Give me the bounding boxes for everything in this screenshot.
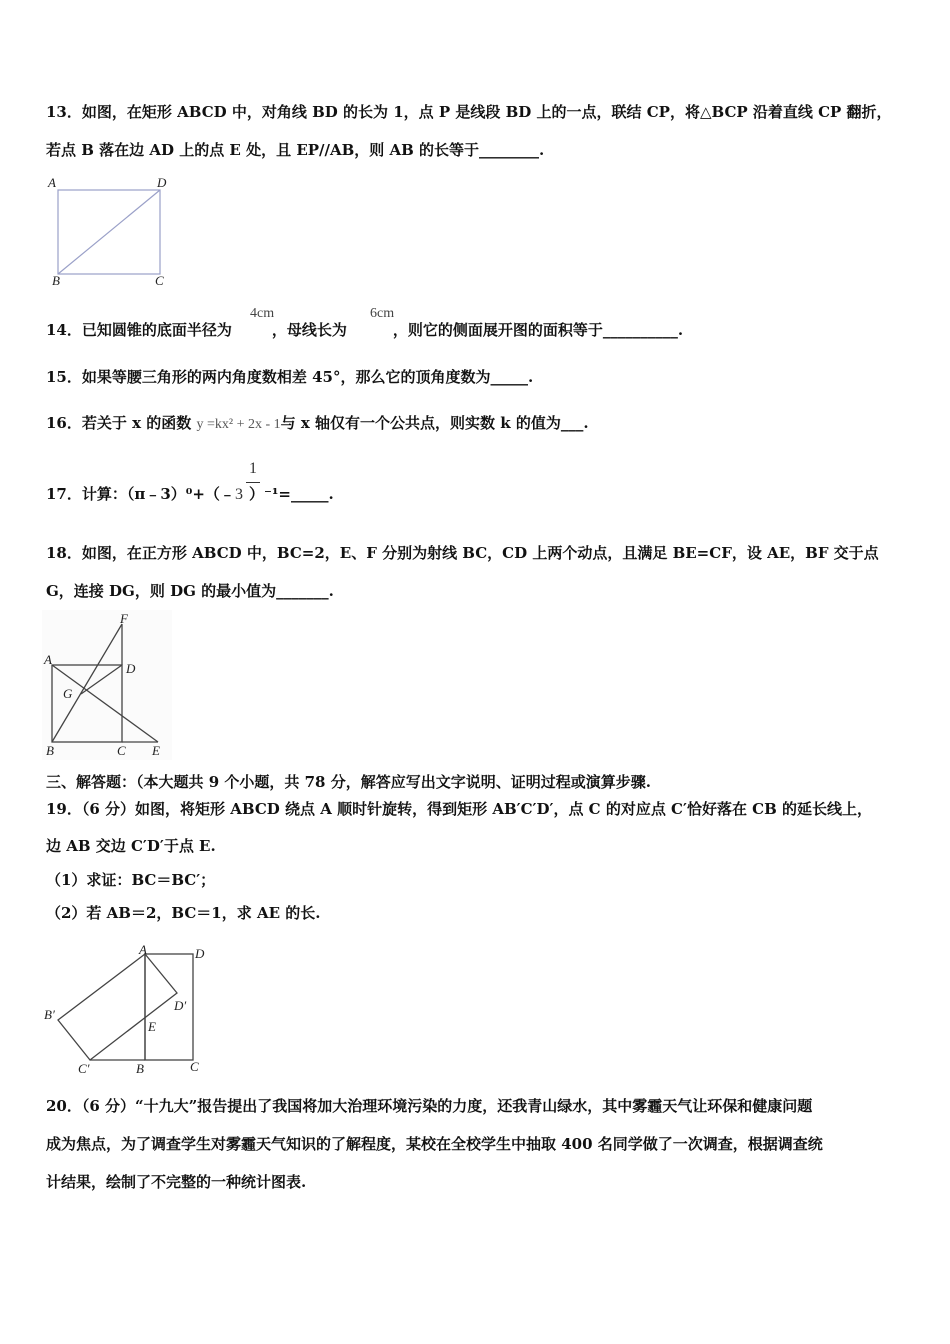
label-E: E xyxy=(148,1019,156,1034)
q14-radius: 4cm xyxy=(250,306,275,321)
q16-text xyxy=(46,413,589,435)
label-D: D xyxy=(157,175,167,190)
q14-prefix: 14．已知圆锥的底面半径为 xyxy=(46,321,232,339)
q18-square-figure xyxy=(42,610,172,760)
label-D: D xyxy=(195,946,205,961)
label-C1: C′ xyxy=(78,1061,90,1076)
q17-denominator: 3 xyxy=(234,486,243,503)
q20-text-line1: 20．（6 分）“十九大”报告提出了我国将加大治理环境污染的力度，还我青山绿水，其中雾霾天气让环保和健康问题 xyxy=(46,1097,813,1115)
q16-prefix: 16．若关于 x 的函数 xyxy=(46,414,192,432)
q17-prefix: 17．计算：（π﹣3）⁰+（﹣ xyxy=(46,485,235,503)
label-C: C xyxy=(190,1059,199,1074)
label-C: C xyxy=(155,273,164,288)
q14-slant: 6cm xyxy=(370,306,395,321)
label-G: G xyxy=(63,686,73,701)
label-B1: B′ xyxy=(44,1007,55,1022)
rect-ab1c1d1 xyxy=(58,954,177,1060)
q13-rectangle-figure xyxy=(44,174,174,290)
label-F: F xyxy=(120,611,128,626)
q17-numerator: 1 xyxy=(249,460,257,477)
q18-text-line2: G，连接 DG，则 DG 的最小值为_______. xyxy=(46,582,334,600)
q14-suffix: ，则它的侧面展开图的面积等于__________. xyxy=(392,321,684,339)
label-E: E xyxy=(152,743,160,758)
q16-function: y =kx² + 2x - 1 xyxy=(196,417,281,432)
q19-rotation-figure xyxy=(42,940,222,1080)
label-C: C xyxy=(117,743,126,758)
q13-text-line2: 若点 B 落在边 AD 上的点 E 处，且 EP//AB，则 AB 的长等于________. xyxy=(46,141,545,159)
label-D: D xyxy=(126,661,136,676)
q14-text xyxy=(46,320,683,340)
q20-text-line3: 计结果，绘制了不完整的一种统计图表. xyxy=(46,1173,307,1191)
q20-text-line2: 成为焦点，为了调查学生对雾霾天气知识的了解程度，某校在全校学生中抽取 400 名同学做了一次调查，根据调查统 xyxy=(46,1135,823,1153)
label-A: A xyxy=(48,175,56,190)
q16-suffix: 与 x 轴仅有一个公共点，则实数 k 的值为___. xyxy=(280,414,589,432)
q17-fraction-bar xyxy=(246,482,260,483)
q14-middle: ，母线长为 xyxy=(271,321,347,339)
label-A: A xyxy=(139,942,147,957)
q15-text: 15．如果等腰三角形的两内角度数相差 45°，那么它的顶角度数为_____. xyxy=(46,368,534,386)
q18-text-line1: 18．如图，在正方形 ABCD 中，BC=2，E、F 分别为射线 BC，CD 上两个动点，且满足 BE=CF，设 AE，BF 交于点 xyxy=(46,544,879,562)
q17-suffix: ）⁻¹=_____. xyxy=(248,485,334,503)
q19-text-line2: 边 AB 交边 C′D′于点 E. xyxy=(46,837,216,855)
q17-text xyxy=(46,484,334,505)
label-A: A xyxy=(44,652,52,667)
label-B: B xyxy=(136,1061,144,1076)
section3-heading: 三、解答题：（本大题共 9 个小题，共 78 分，解答应写出文字说明、证明过程或演算步骤. xyxy=(46,773,651,791)
label-B: B xyxy=(52,273,60,288)
q19-part1: （1）求证：BC＝BC′； xyxy=(46,871,216,889)
label-B: B xyxy=(46,743,54,758)
q19-text-line1: 19．（6 分）如图，将矩形 ABCD 绕点 A 顺时针旋转，得到矩形 AB′C′D′，点 C 的对应点 C′恰好落在 CB 的延长线上， xyxy=(46,800,873,818)
label-D1: D′ xyxy=(174,998,187,1013)
q19-part2: （2）若 AB＝2，BC＝1，求 AE 的长. xyxy=(46,904,321,922)
q13-text-line1: 13．如图，在矩形 ABCD 中，对角线 BD 的长为 1，点 P 是线段 BD 上的一点，联结 CP，将△BCP 沿着直线 CP 翻折， xyxy=(46,103,892,121)
diagonal-bd xyxy=(58,190,160,274)
